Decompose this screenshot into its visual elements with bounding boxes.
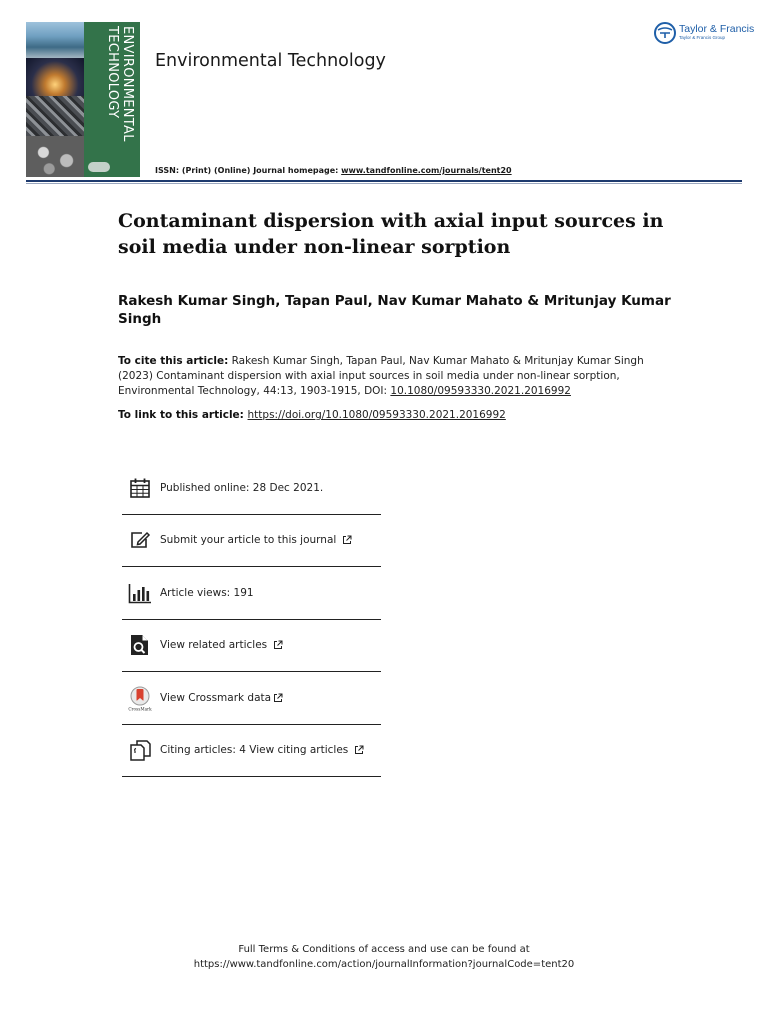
citing-articles-icon <box>128 738 152 762</box>
cover-title-line1: ENVIRONMENTAL <box>120 26 135 142</box>
cover-publisher-logo <box>88 162 110 172</box>
link-label: To link to this article: <box>118 409 248 421</box>
related-articles-link[interactable]: View related articles <box>160 639 268 652</box>
submit-article-row[interactable] <box>122 515 381 568</box>
article-url-link[interactable]: https://doi.org/10.1080/09593330.2021.2016992 <box>247 409 506 421</box>
external-link-icon <box>273 640 283 650</box>
footer-terms-text: Full Terms & Conditions of access and use can be found at <box>238 944 530 955</box>
article-info-list <box>122 462 381 777</box>
citing-articles-link[interactable]: Citing articles: 4 View citing articles <box>160 744 349 757</box>
bar-chart-icon <box>128 581 152 605</box>
cite-label: To cite this article: <box>118 355 229 367</box>
submit-article-link[interactable]: Submit your article to this journal <box>160 534 337 547</box>
doi-link[interactable]: 10.1080/09593330.2021.2016992 <box>390 385 571 397</box>
published-date: Published online: 28 Dec 2021. <box>160 481 324 494</box>
citation-block <box>118 354 678 399</box>
taylor-francis-icon <box>654 22 676 44</box>
publisher-group: Taylor & Francis Group <box>679 35 726 40</box>
document-search-icon <box>128 633 152 657</box>
related-articles-row[interactable] <box>122 620 381 673</box>
publisher-logo[interactable] <box>654 22 754 44</box>
cover-photo-strip <box>26 22 84 177</box>
issn-line <box>155 166 512 175</box>
article-authors: Rakesh Kumar Singh, Tapan Paul, Nav Kumar Mahato & Mritunjay Kumar Singh <box>118 293 671 327</box>
article-link-line <box>118 408 678 423</box>
external-link-icon <box>342 535 352 545</box>
article-views: Article views: 191 <box>160 586 254 599</box>
published-row <box>122 462 381 515</box>
edit-icon <box>128 528 152 552</box>
crossmark-row[interactable] <box>122 672 381 725</box>
crossmark-icon <box>128 686 152 710</box>
article-title: Contaminant dispersion with axial input sources in soil media under non-linear sorption <box>118 210 664 258</box>
journal-homepage-link[interactable]: www.tandfonline.com/journals/tent20 <box>341 166 512 175</box>
journal-cover-image <box>26 22 140 177</box>
calendar-icon <box>128 476 152 500</box>
crossmark-link[interactable]: View Crossmark data <box>160 691 272 704</box>
journal-name: Environmental Technology <box>155 51 386 71</box>
footer-terms-url[interactable]: https://www.tandfonline.com/action/journalInformation?journalCode=tent20 <box>193 959 575 970</box>
citing-articles-row[interactable] <box>122 725 381 778</box>
article-views-row <box>122 567 381 620</box>
issn-text: ISSN: (Print) (Online) Journal homepage: <box>155 166 342 175</box>
cover-title-line2: TECHNOLOGY <box>105 26 120 119</box>
cover-title <box>89 26 135 176</box>
external-link-icon <box>354 745 364 755</box>
crossmark-logo-text: CrossMark <box>128 706 152 712</box>
header-divider-thin <box>26 183 742 184</box>
external-link-icon <box>273 693 283 703</box>
cite-text: Rakesh Kumar Singh, Tapan Paul, Nav Kumar Mahato & Mritunjay Kumar Singh (2023) Contaminant dispersion with axial input sources in soil media under non-linear sorption, Environmental Technology, 44:13, 1903-1915, DOI: <box>118 355 644 397</box>
footer <box>0 942 768 972</box>
header-divider <box>26 180 742 182</box>
publisher-name: Taylor & Francis <box>679 23 755 35</box>
